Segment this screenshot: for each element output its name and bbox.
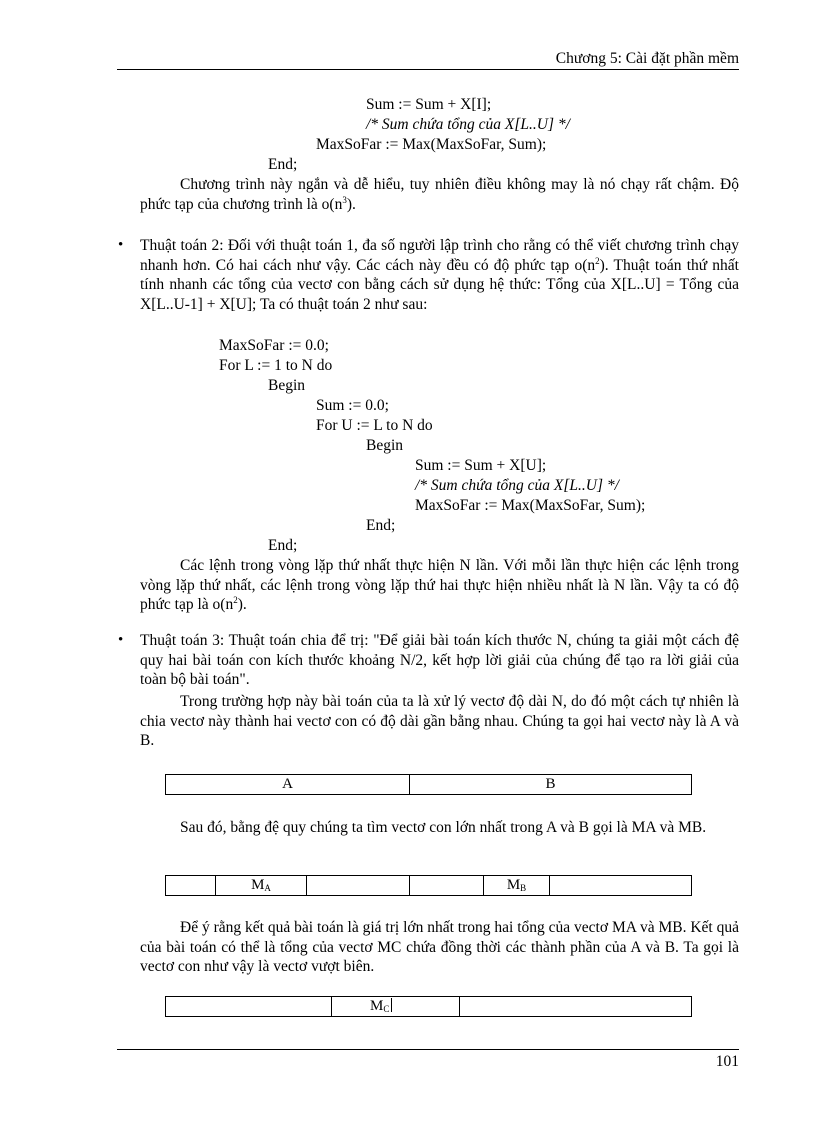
code-line: Sum := Sum + X[I]; (366, 96, 492, 113)
paragraph: Để ý rằng kết quả bài toán là giá trị lớn nhất trong hai tổng của vectơ MA và MB. Kết quả của bài toán có thể là tổng của vectơ MC chứa đồng thời các thành phần của A và B. Ta gọi là vectơ con như vậy là vectơ vượt biên. (140, 919, 739, 975)
code-line: Begin (268, 377, 306, 394)
paragraph: Sau đó, bằng đệ quy chúng ta tìm vectơ con lớn nhất trong A và B gọi là MA và MB. (180, 819, 707, 836)
chapter-header: Chương 5: Cài đặt phần mềm (555, 50, 739, 67)
code-comment: /* Sum chứa tổng của X[L..U] */ (366, 116, 570, 133)
code-line: Sum := 0.0; (316, 397, 389, 414)
code-line: MaxSoFar := Max(MaxSoFar, Sum); (415, 497, 646, 514)
vector-diagram-ma-mb (165, 875, 692, 896)
bullet-icon: • (118, 632, 124, 648)
code-line: End; (366, 517, 396, 534)
page-number: 101 (715, 1053, 739, 1070)
code-line: MaxSoFar := 0.0; (219, 337, 329, 354)
vector-mb-cell: $M_B$ (484, 876, 550, 895)
header-rule (117, 69, 739, 70)
vector-diagram-ab (165, 774, 692, 795)
code-line: For L := 1 to N do (219, 357, 333, 374)
paragraph: Các lệnh trong vòng lặp thứ nhất thực hiện N lần. Với mỗi lần thực hiện các lệnh trong vòng lặp thứ nhất, các lệnh trong vòng lặp thứ hai thực hiện nhiều nhất là N lần. Vậy ta có độ phức tạp là $o(n^2)$. (140, 557, 739, 613)
vector-cell (410, 876, 484, 895)
vector-cell (166, 876, 216, 895)
code-line: For U := L to N do (316, 417, 433, 434)
bullet-icon: • (118, 237, 124, 253)
code-comment: /* Sum chứa tổng của X[L..U] */ (415, 477, 619, 494)
vector-b-cell: B (545, 776, 556, 792)
vector-cell (166, 997, 332, 1016)
vector-mc-cell: $M_C$ (332, 997, 460, 1016)
algorithm-3-paragraph: Thuật toán 3: Thuật toán chia để trị: "Để giải bài toán kích thước N, chúng ta giải một cách đệ quy hai bài toán con kích thước khoảng N/2, kết hợp lời giải của chúng để tạo ra lời giải của toàn bộ bài toán". (140, 632, 739, 688)
vector-cell (550, 876, 691, 895)
code-line: Begin (366, 437, 404, 454)
algorithm-2-paragraph: Thuật toán 2: Đối với thuật toán 1, đa số người lập trình cho rằng có thể viết chương trình chạy nhanh hơn. Có hai cách như vậy. Các cách này đều có độ phức tạp $o(n^2)$. Thuật toán thứ nhất tính nhanh các tổng của vectơ con bằng cách sử dụng hệ thức: Tổng của X[L..U] = Tổng của X[L..U-1] + X[U]; Ta có thuật toán 2 như sau: (140, 237, 739, 313)
paragraph: Chương trình này ngắn và dễ hiểu, tuy nhiên điều không may là nó chạy rất chậm. Độ phức tạp của chương trình là $o(n^3)$. (140, 176, 739, 213)
vector-cell (460, 997, 691, 1016)
footer-rule (117, 1049, 739, 1050)
code-line: MaxSoFar := Max(MaxSoFar, Sum); (316, 136, 547, 153)
vector-diagram-mc (165, 996, 692, 1017)
vector-ma-cell: $M_A$ (216, 876, 307, 895)
code-line: End; (268, 156, 298, 173)
vector-cell (307, 876, 410, 895)
vector-a-cell: A (166, 775, 410, 794)
paragraph: Trong trường hợp này bài toán của ta là xử lý vectơ độ dài N, do đó một cách tự nhiên là chia vectơ này thành hai vectơ con có độ dài gần bằng nhau. Chúng ta gọi hai vectơ này là A và B. (140, 693, 739, 749)
code-line: End; (268, 537, 298, 554)
code-line: Sum := Sum + X[U]; (415, 457, 547, 474)
